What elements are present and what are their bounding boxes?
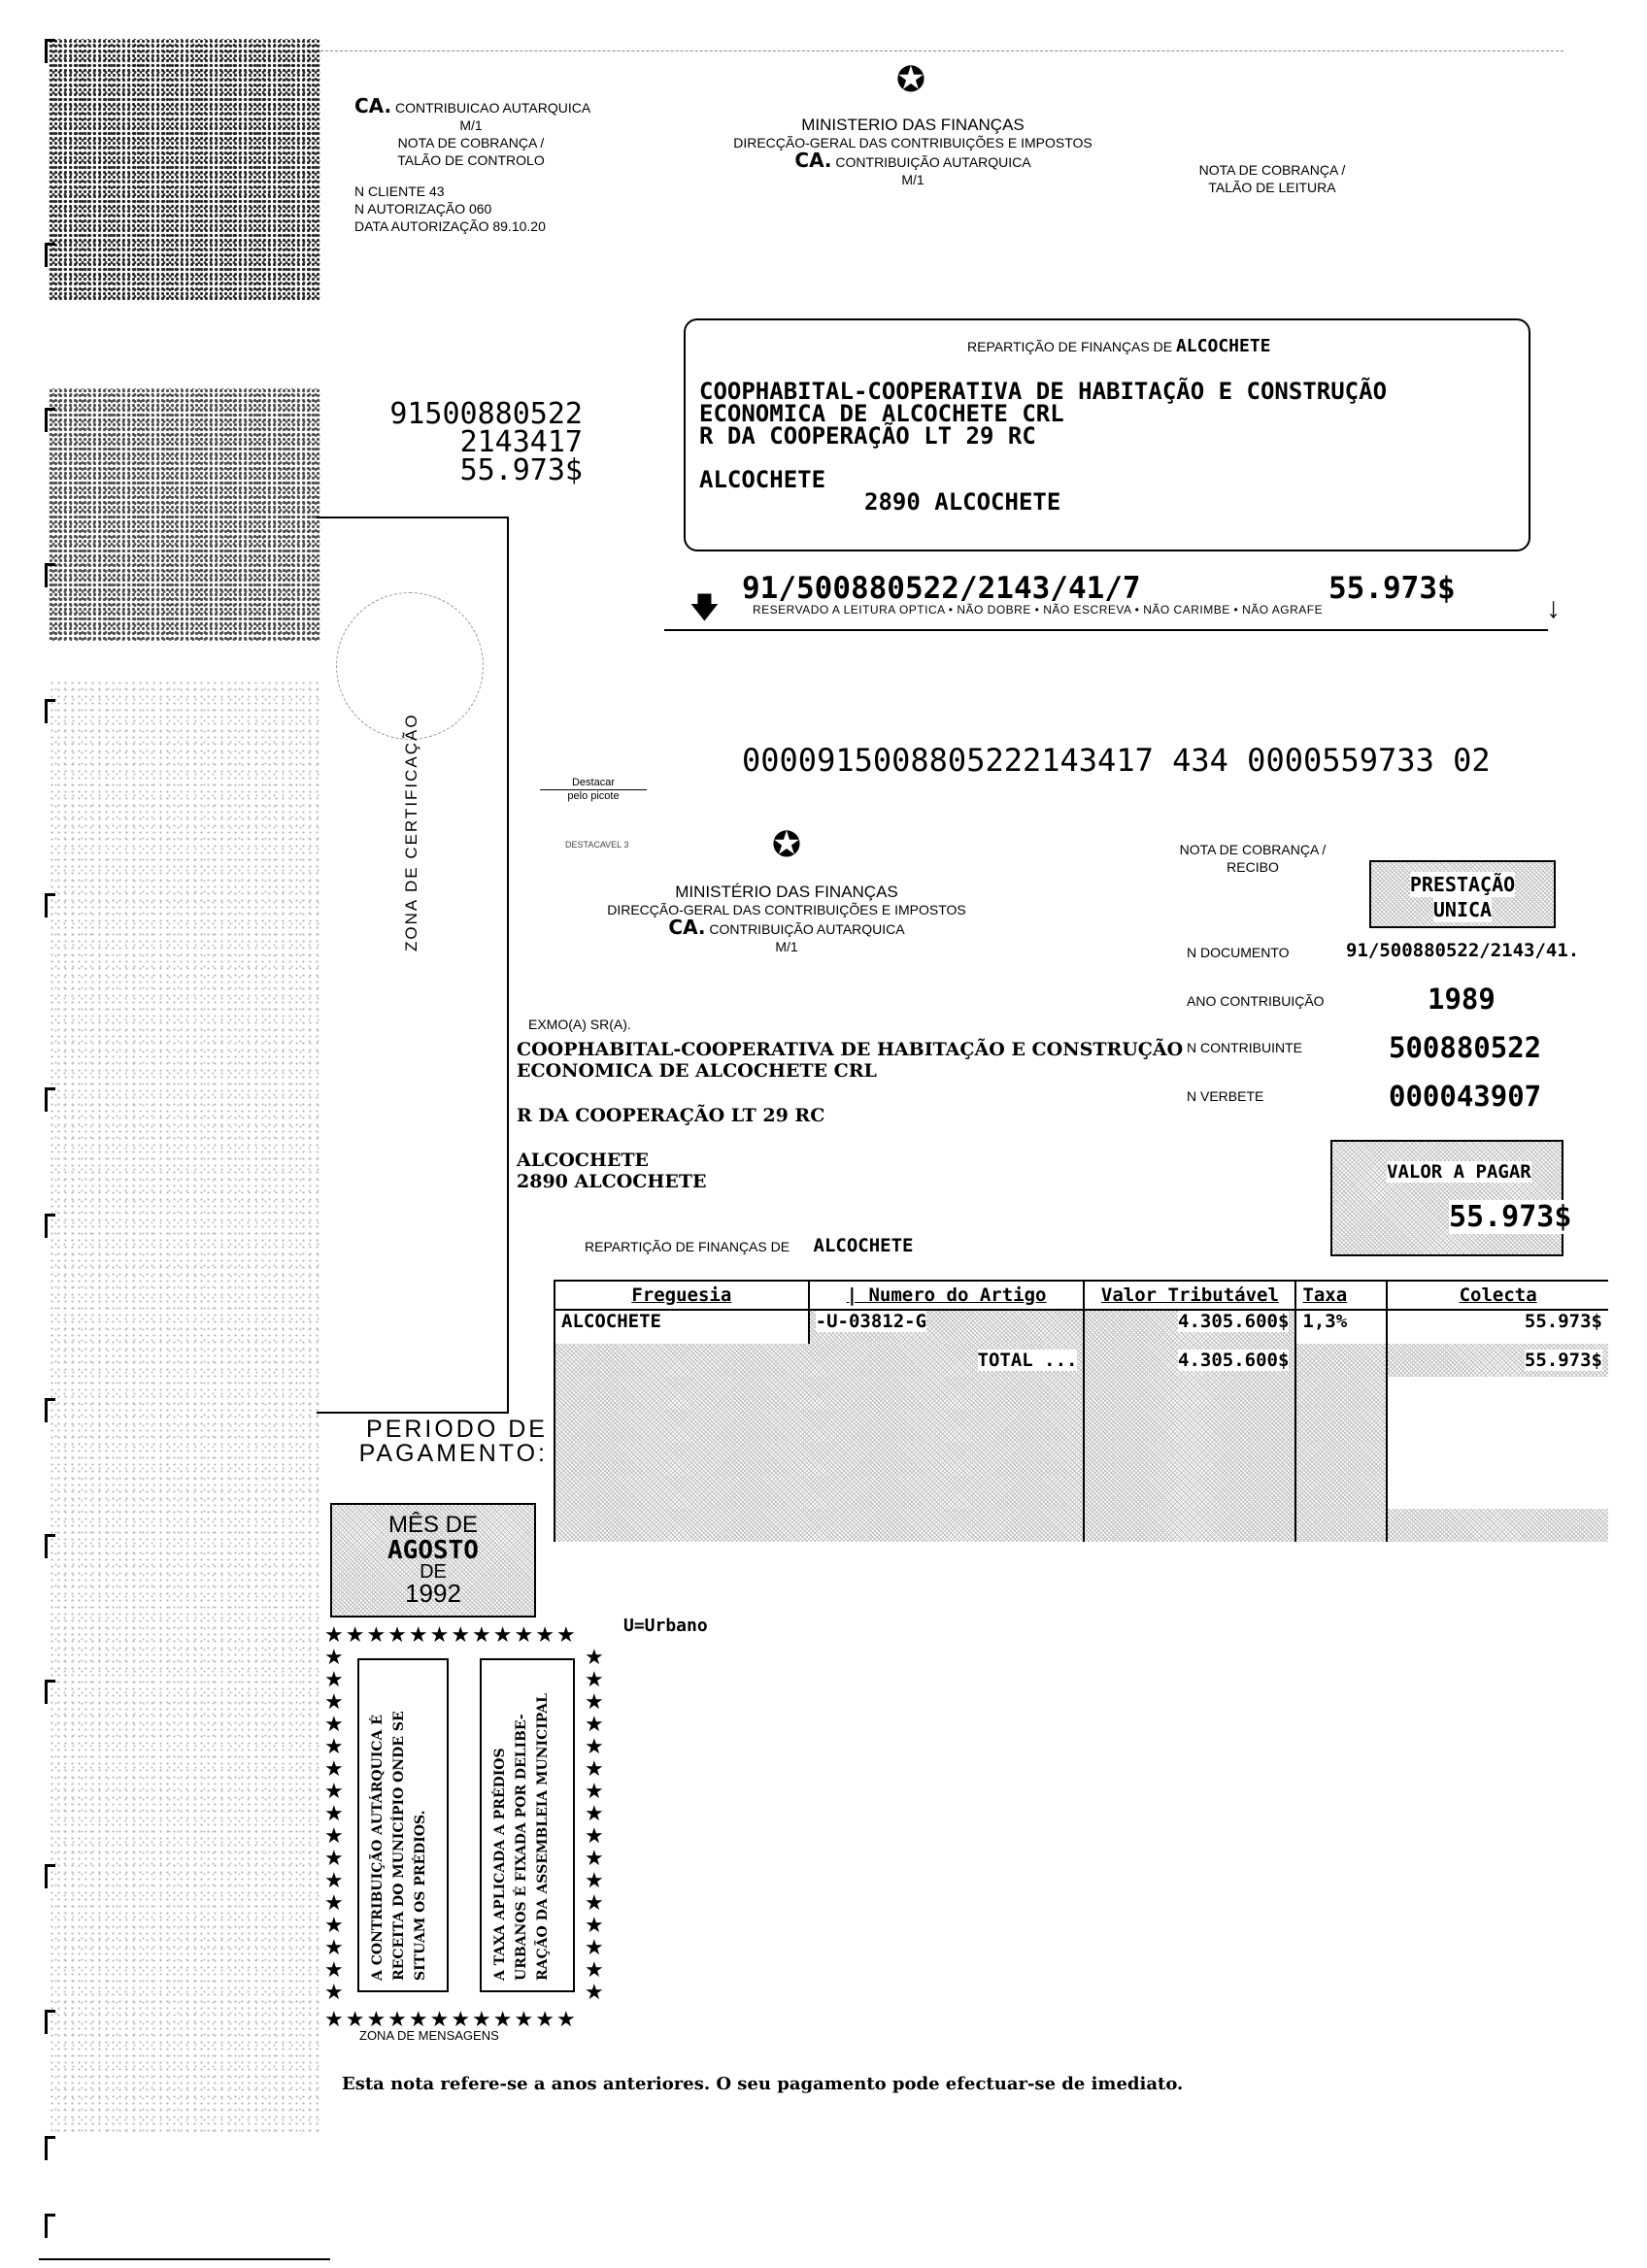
addressee-label: EXMO(A) SR(A). — [528, 1017, 631, 1032]
stub-header — [354, 94, 646, 235]
total-taxa-cell — [1295, 1344, 1387, 1377]
address-line-3: R DA COOPERAÇÃO LT 29 RC — [699, 422, 1036, 450]
detach-note — [540, 777, 647, 803]
table-empty-row — [555, 1410, 1608, 1443]
addressee-line-4: ALCOCHETE — [517, 1150, 649, 1171]
star-border-bottom: ★★★★★★★★★★★★ — [324, 2010, 578, 2031]
stub-doc-type-1: NOTA DE COBRANÇA / — [397, 135, 545, 150]
col-artigo: | Numero do Artigo — [809, 1282, 1085, 1310]
periodo-label-1: PERIODO DE — [366, 1416, 548, 1443]
ca-logo: CA. — [668, 916, 706, 939]
cell-colecta: 55.973$ — [1387, 1310, 1608, 1344]
reading-title-2: TALÃO DE LEITURA — [1208, 180, 1336, 195]
certification-zone-label: ZONA DE CERTIFICAÇÃO — [402, 713, 420, 951]
address-office-label: REPARTIÇÃO DE FINANÇAS DE — [967, 339, 1173, 354]
addressee-line-3: R DA COOPERAÇÃO LT 29 RC — [517, 1105, 825, 1126]
address-box — [684, 318, 1530, 551]
stub-number-1: 91500880522 — [389, 397, 583, 431]
field-verbete-label: N VERBETE — [1187, 1088, 1264, 1104]
optical-amount: 55.973$ — [1328, 571, 1456, 606]
stub-numbers — [320, 397, 583, 487]
total-value: 4.305.600$ — [1178, 1350, 1290, 1371]
top-ca-label: CONTRIBUIÇÃO AUTARQUICA — [835, 154, 1031, 170]
cell-taxa: 1,3% — [1295, 1310, 1387, 1344]
optical-notice: RESERVADO A LEITURA OPTICA • NÃO DOBRE • NÃO ESCREVA • NÃO CARIMBE • NÃO AGRAFE — [753, 603, 1324, 617]
field-contribuinte: 500880522 — [1389, 1031, 1542, 1064]
top-ministry: MINISTERIO DAS FINANÇAS — [801, 116, 1025, 134]
receipt-doc-type-1: NOTA DE COBRANÇA / — [1179, 842, 1327, 857]
valor-label: VALOR A PAGAR — [1387, 1161, 1531, 1183]
total-label-cell — [555, 1344, 1084, 1377]
table-empty-row — [555, 1476, 1608, 1509]
stub-doc-type-2: TALÃO DE CONTROLO — [397, 152, 545, 168]
optical-rule — [664, 629, 1548, 631]
stub-auth-date: DATA AUTORIZAÇÃO 89.10.20 — [354, 218, 546, 234]
detach-note-2: pelo picote — [540, 789, 647, 803]
field-ano: 1989 — [1428, 983, 1496, 1016]
cell-valor — [1084, 1310, 1295, 1344]
table-empty-row — [555, 1377, 1608, 1410]
message-zone-label: ZONA DE MENSAGENS — [359, 2028, 499, 2043]
field-verbete: 000043907 — [1389, 1080, 1542, 1113]
table-header-row — [555, 1282, 1608, 1310]
total-value-cell — [1084, 1344, 1295, 1377]
tax-table-wrap — [554, 1280, 1608, 1542]
total-colecta-cell — [1387, 1344, 1608, 1377]
cell-valor-value: 4.305.600$ — [1178, 1311, 1290, 1332]
field-documento: 91/500880522/2143/41. — [1346, 940, 1580, 961]
receipt-office-label: REPARTIÇÃO DE FINANÇAS DE — [585, 1239, 790, 1254]
receipt-doc-type-2: RECIBO — [1227, 859, 1279, 875]
bottom-rule — [39, 2258, 330, 2260]
detachable-label: DESTACAVEL 3 — [565, 840, 629, 850]
col-taxa: Taxa — [1295, 1282, 1387, 1310]
top-model: M/1 — [901, 172, 924, 187]
total-colecta: 55.973$ — [1524, 1350, 1602, 1371]
addressee-line-1: COOPHABITAL-COOPERATIVA DE HABITAÇÃO E CONSTRUÇÃO — [517, 1039, 1184, 1060]
field-documento-label: N DOCUMENTO — [1187, 945, 1290, 960]
addressee-line-5: 2890 ALCOCHETE — [517, 1171, 707, 1192]
periodo-month: AGOSTO — [387, 1536, 479, 1565]
table-total-row — [555, 1344, 1608, 1377]
scan-noise-low — [49, 680, 320, 2136]
prestacao-1: PRESTAÇÃO — [1409, 873, 1516, 896]
message-box-2-text: A TAXA APLICADA A PRÉDIOS URBANOS É FIXADA POR DELIBE- RAÇÃO DA ASSEMBLEIA MUNICIPAL — [492, 1693, 551, 1981]
message-note: Esta nota refere-se a anos anteriores. O seu pagamento pode efectuar-se de imediato. — [342, 2074, 1184, 2094]
star-border-top: ★★★★★★★★★★★★ — [324, 1625, 578, 1647]
tax-table — [554, 1282, 1608, 1542]
address-line-5: 2890 ALCOCHETE — [864, 488, 1061, 516]
total-label: TOTAL ... — [977, 1350, 1078, 1371]
crest: ✪ — [895, 59, 926, 99]
detach-note-1: Destacar — [571, 777, 616, 788]
optical-arrow-right: ↓ — [1546, 592, 1561, 624]
ca-logo: CA. — [794, 149, 832, 172]
prestacao-box — [1369, 860, 1556, 928]
col-freguesia: Freguesia — [555, 1282, 809, 1310]
stub-ca-label: CONTRIBUICAO AUTARQUICA — [395, 100, 591, 116]
valor-amount: 55.973$ — [1449, 1200, 1572, 1234]
valor-box — [1330, 1140, 1572, 1256]
message-box-2 — [480, 1658, 575, 1992]
reading-title-1: NOTA DE COBRANÇA / — [1198, 162, 1346, 178]
address-line-4: ALCOCHETE — [699, 466, 826, 493]
address-line-2: ECONOMICA DE ALCOCHETE CRL — [699, 400, 1064, 427]
table-row — [555, 1310, 1608, 1344]
address-office — [967, 338, 1271, 355]
col-colecta: Colecta — [1387, 1282, 1608, 1310]
reading-title — [1165, 161, 1379, 196]
top-rule — [320, 50, 1563, 51]
receipt-header — [544, 884, 1029, 955]
field-ano-label: ANO CONTRIBUIÇÃO — [1187, 993, 1325, 1009]
receipt-ca-label: CONTRIBUIÇÃO AUTARQUICA — [709, 921, 905, 937]
top-directorate: DIRECÇÃO-GERAL DAS CONTRIBUIÇÕES E IMPOSTOS — [733, 135, 1092, 150]
addressee-line-2: ECONOMICA DE ALCOCHETE CRL — [517, 1060, 877, 1082]
periodo-mes: MÊS DE — [387, 1512, 478, 1538]
address-office-name: ALCOCHETE — [1175, 336, 1271, 356]
periodo-year: 1992 — [405, 1579, 461, 1608]
receipt-crest: ✪ — [771, 824, 802, 864]
periodo-de: DE — [420, 1561, 447, 1583]
receipt-ministry: MINISTÉRIO DAS FINANÇAS — [675, 883, 898, 901]
receipt-doc-type — [1156, 841, 1350, 876]
message-box-1 — [357, 1658, 449, 1992]
address-lines — [699, 378, 1388, 516]
table-empty-row — [555, 1443, 1608, 1476]
top-header — [680, 117, 1146, 188]
scan-noise-mid — [49, 388, 320, 641]
stub-number-2: 2143417 — [459, 425, 583, 459]
stub-amount: 55.973$ — [459, 453, 583, 487]
stub-client: N CLIENTE 43 — [354, 183, 445, 199]
cell-artigo — [809, 1310, 1085, 1344]
table-legend: U=Urbano — [623, 1616, 708, 1636]
cell-freguesia: ALCOCHETE — [555, 1310, 809, 1344]
address-line-1: COOPHABITAL-COOPERATIVA DE HABITAÇÃO E CONSTRUÇÃO — [699, 378, 1388, 405]
col-valor: Valor Tributável — [1084, 1282, 1295, 1310]
addressee-block — [517, 1039, 1183, 1192]
scan-noise-top — [49, 39, 320, 301]
periodo-label-2: PAGAMENTO: — [358, 1440, 548, 1467]
receipt-office — [585, 1235, 913, 1256]
star-border-left: ★ ★ ★ ★ ★ ★ ★ ★ ★ ★ ★ ★ ★ ★ ★ ★ — [324, 1646, 346, 2005]
periodo-box — [330, 1503, 536, 1618]
ca-logo: CA. — [354, 94, 392, 117]
stub-model: M/1 — [459, 117, 483, 133]
receipt-office-name: ALCOCHETE — [813, 1235, 914, 1256]
table-empty-row — [555, 1509, 1608, 1542]
message-zone — [324, 1625, 608, 2031]
optical-code-line: 0000915008805222143417 434 0000559733 02 — [742, 742, 1491, 779]
field-contribuinte-label: N CONTRIBUINTE — [1187, 1040, 1302, 1055]
periodo-label — [320, 1418, 548, 1466]
optical-reference: 91/500880522/2143/41/7 — [742, 571, 1141, 606]
cell-artigo-value: -U-03812-G — [815, 1311, 927, 1332]
optical-arrow-left: 🡇 — [689, 592, 720, 624]
receipt-directorate: DIRECÇÃO-GERAL DAS CONTRIBUIÇÕES E IMPOSTOS — [607, 902, 966, 917]
message-box-1-text: A CONTRIBUIÇÃO AUTÁRQUICA É RECEITA DO MUNICÍPIO ONDE SE SITUAM OS PRÉDIOS. — [370, 1711, 428, 1981]
receipt-model: M/1 — [775, 939, 798, 954]
stub-authorization: N AUTORIZAÇÃO 060 — [354, 201, 492, 217]
prestacao-2: UNICA — [1432, 898, 1493, 921]
star-border-right: ★ ★ ★ ★ ★ ★ ★ ★ ★ ★ ★ ★ ★ ★ ★ ★ — [585, 1646, 606, 2005]
